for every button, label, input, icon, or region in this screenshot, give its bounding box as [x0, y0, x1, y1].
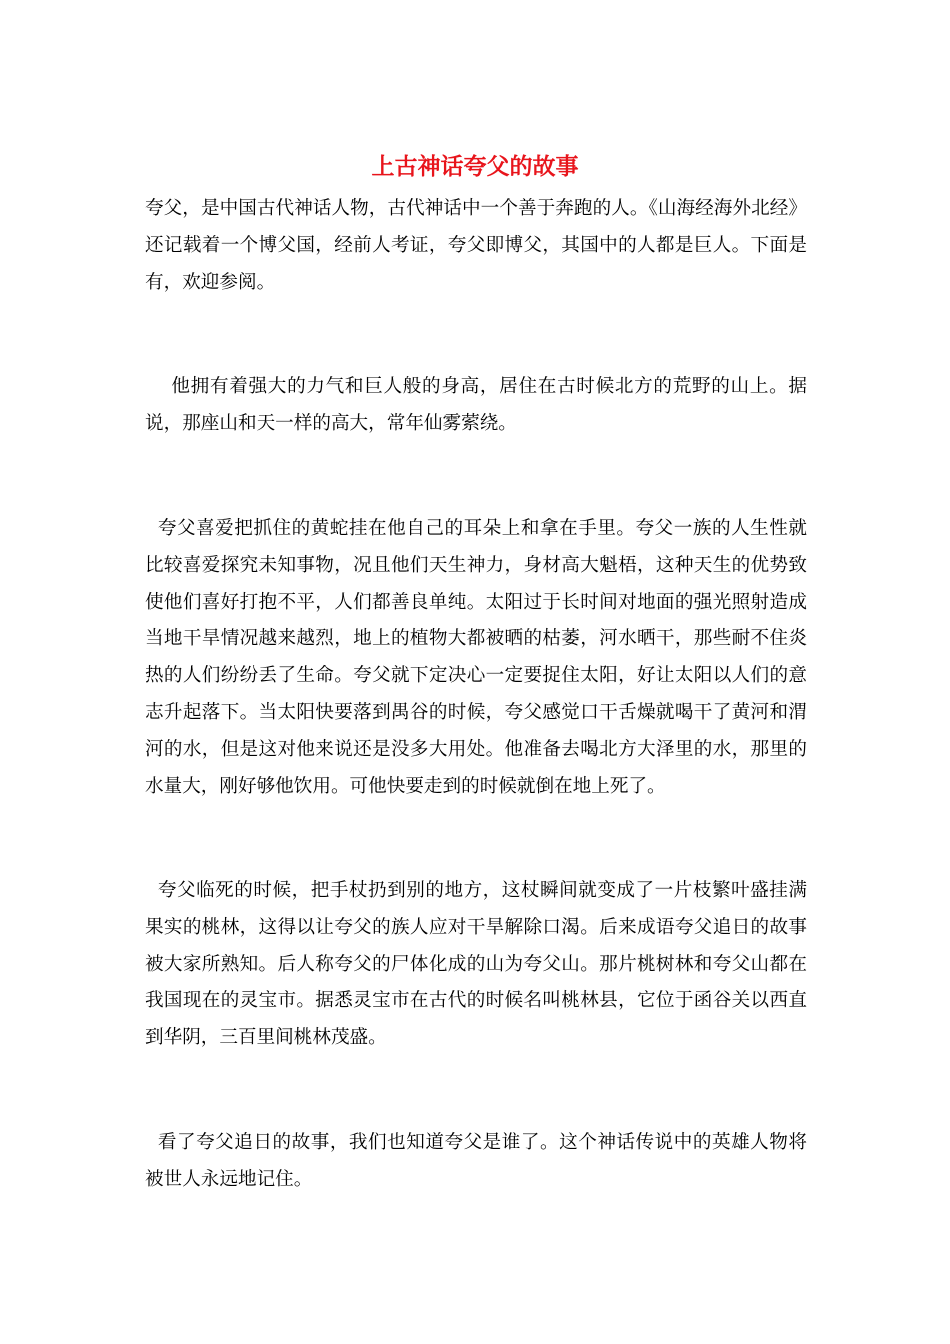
paragraph-chasing-sun: 夸父喜爱把抓住的黄蛇挂在他自己的耳朵上和拿在手里。夸父一族的人生性就比较喜爱探究未知事物，况且他们天生神力，身材高大魁梧，这种天生的优势致使他们喜好打抱不平，人们都善良单纯。太阳过于长时间对地面的强光照射造成当地干旱情况越来越烈，地上的植物大都被晒的枯萎，河水晒干，那些耐不住炎热的人们纷纷丢了生命。夸父就下定决心一定要捉住太阳，好让太阳以人们的意志升起落下。当太阳快要落到禺谷的时候，夸父感觉口干舌燥就喝干了黄河和渭河的水，但是这对他来说还是没多大用处。他准备去喝北方大泽里的水，那里的水量大，刚好够他饮用。可他快要走到的时候就倒在地上死了。 — [145, 518, 807, 797]
paragraph-peach-forest: 夸父临死的时候，把手杖扔到别的地方，这杖瞬间就变成了一片枝繁叶盛挂满果实的桃林，这得以让夸父的族人应对干旱解除口渴。后来成语夸父追日的故事被大家所熟知。后人称夸父的尸体化成的山为夸父山。那片桃树林和夸父山都在我国现在的灵宝市。据悉灵宝市在古代的时候名叫桃林县，它位于函谷关以西直到华阴，三百里间桃林茂盛。 — [145, 880, 807, 1049]
paragraph-mountain: 他拥有着强大的力气和巨人般的身高，居住在古时候北方的荒野的山上。据说，那座山和天一样的高大，常年仙雾萦绕。 — [145, 376, 807, 434]
paragraph-intro: 夸父，是中国古代神话人物，古代神话中一个善于奔跑的人。《山海经海外北经》还记载着一个博父国，经前人考证，夸父即博父，其国中的人都是巨人。下面是有，欢迎参阅。 — [145, 198, 807, 293]
paragraph-conclusion: 看了夸父追日的故事，我们也知道夸父是谁了。这个神话传说中的英雄人物将被世人永远地记住。 — [145, 1132, 807, 1190]
document-title: 上古神话夸父的故事 — [371, 153, 579, 180]
